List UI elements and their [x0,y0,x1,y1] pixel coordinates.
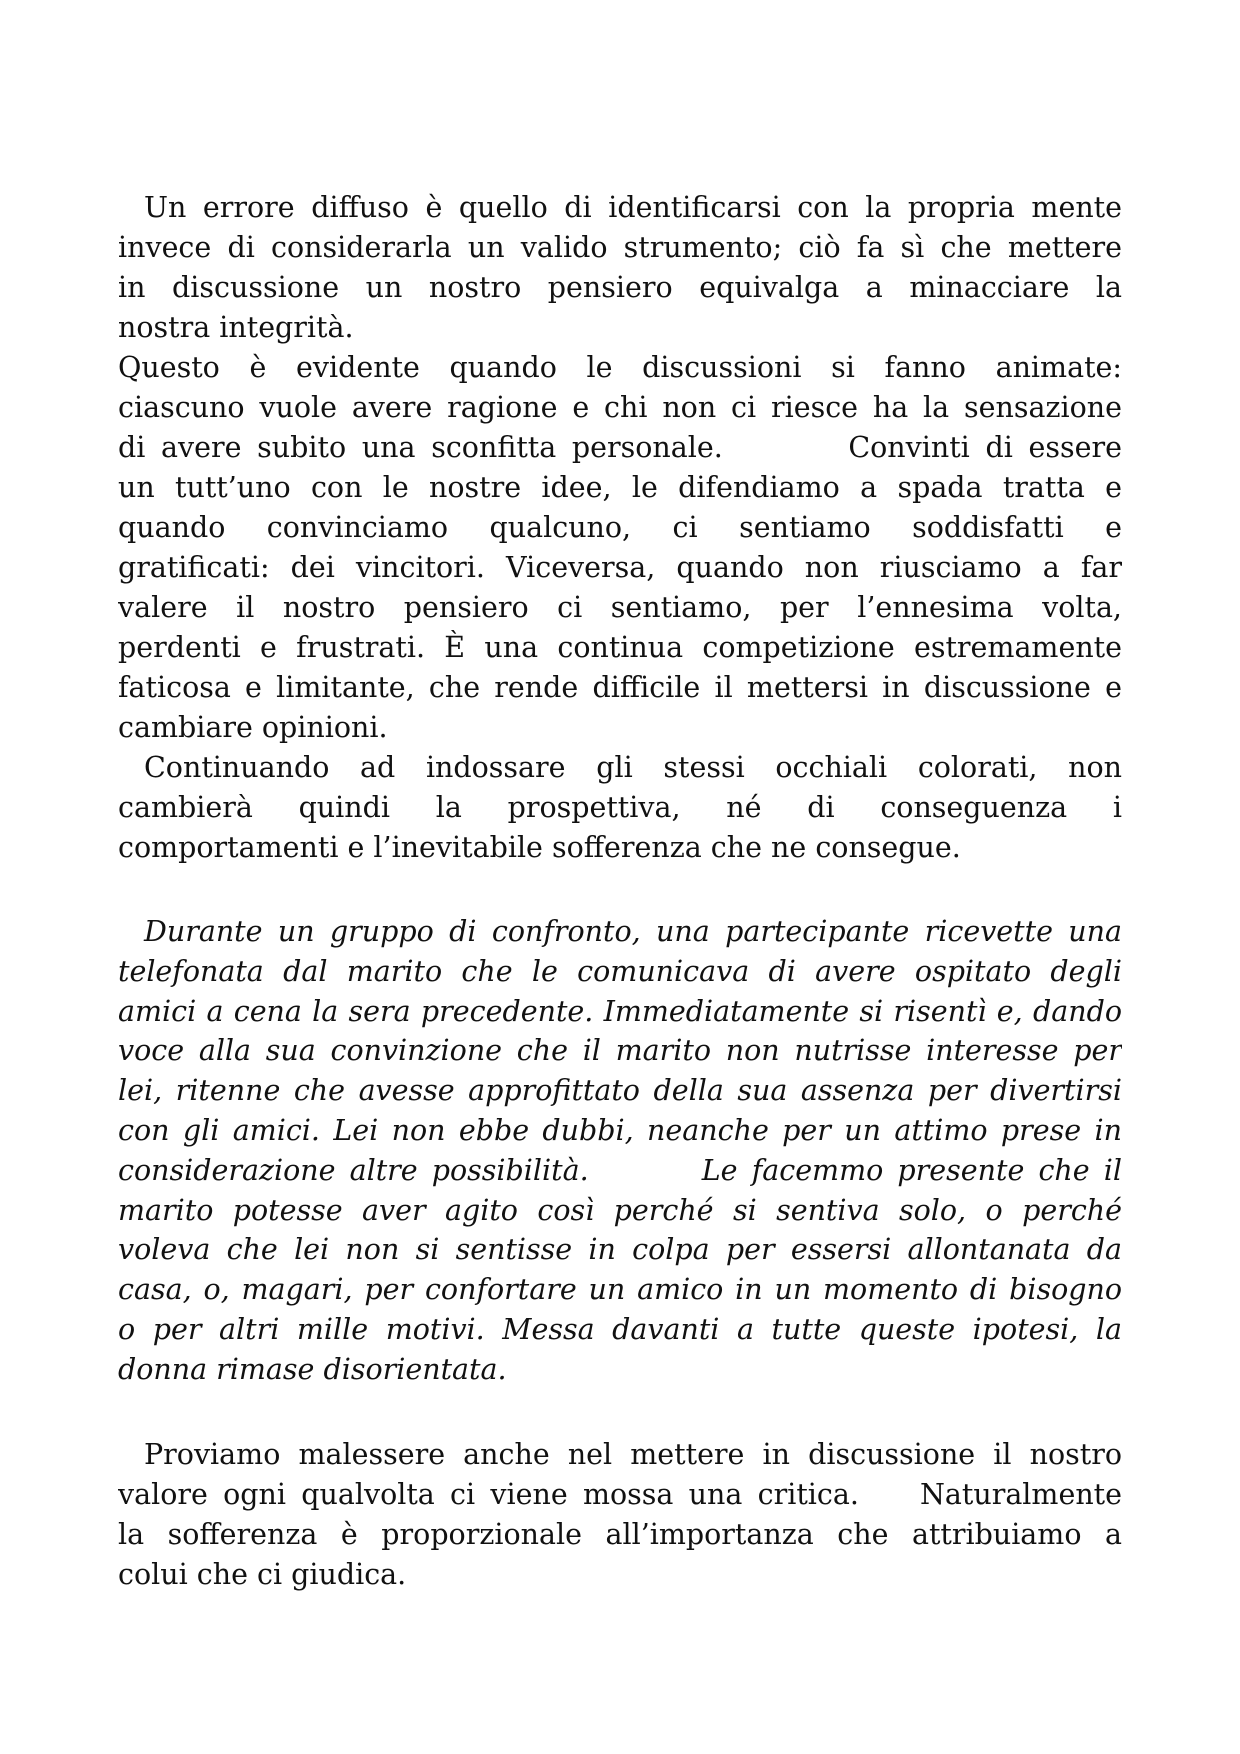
text-line: invece di considerarla un valido strumento; ciò fa sì che mettere [118,231,1122,264]
text-line: voce alla sua convinzione che il marito non nutrisse interesse per [118,1034,1122,1068]
text-line: casa, o, magari, per confortare un amico in un momento di bisogno [118,1273,1122,1307]
paragraph-animated-discussions [118,348,1122,748]
text-line: comportamenti e l’inevitabile sofferenza che ne consegue. [118,831,961,864]
text-line: cambiare opinioni. [118,711,388,744]
text-line: colui che ci giudica. [118,1557,407,1591]
text-line: Questo è evidente quando le discussioni si fanno animate: [118,351,1122,384]
text-line: la sofferenza è proporzionale all’importanza che attribuiamo a [118,1517,1122,1551]
text-line: di avere subito una sconfitta personale. Convinti di essere [118,431,1122,464]
text-line: valere il nostro pensiero ci sentiamo, per l’ennesima volta, [118,591,1122,624]
text-line: Un errore diffuso è quello di identificarsi con la propria mente [144,191,1122,224]
text-line: Proviamo malessere anche nel mettere in discussione il nostro [144,1437,1122,1471]
paragraph-spacer [118,868,1122,912]
text-line: telefonata dal marito che le comunicava di avere ospitato degli [118,954,1122,988]
text-line: Continuando ad indossare gli stessi occhiali colorati, non [144,751,1122,784]
paragraph-identification-with-mind [118,188,1122,348]
text-line: amici a cena la sera precedente. Immediatamente si risentì e, dando [118,994,1122,1028]
text-line: quando convinciamo qualcuno, ci sentiamo soddisfatti e [118,511,1122,544]
text-line: valore ogni qualvolta ci viene mossa una critica. Naturalmente [118,1477,1122,1511]
paragraph-criticism [118,1435,1122,1595]
paragraph-colored-glasses [118,748,1122,868]
paragraph-spacer [118,1390,1122,1435]
text-line: faticosa e limitante, che rende difficile il mettersi in discussione e [118,671,1122,704]
text-line: lei, ritenne che avesse approfittato della sua assenza per divertirsi [118,1074,1122,1108]
text-line: ciascuno vuole avere ragione e chi non ci riesce ha la sensazione [118,391,1122,424]
text-line: un tutt’uno con le nostre idee, le difendiamo a spada tratta e [118,471,1122,504]
text-line: con gli amici. Lei non ebbe dubbi, neanche per un attimo prese in [118,1113,1122,1147]
text-line: considerazione altre possibilità. Le facemmo presente che il [118,1153,1122,1187]
text-line: in discussione un nostro pensiero equivalga a minacciare la [118,271,1122,304]
text-line: voleva che lei non si sentisse in colpa per essersi allontanata da [118,1233,1122,1267]
paragraph-example-phone-call [118,912,1122,1390]
text-line: gratificati: dei vincitori. Viceversa, quando non riusciamo a far [118,551,1122,584]
text-line: o per altri mille motivi. Messa davanti a tutte queste ipotesi, la [118,1312,1122,1346]
text-line: marito potesse aver agito così perché si sentiva solo, o perché [118,1193,1122,1227]
text-line: perdenti e frustrati. È una continua competizione estremamente [118,631,1122,664]
text-line: cambierà quindi la prospettiva, né di conseguenza i [118,791,1122,824]
text-line: Durante un gruppo di confronto, una partecipante ricevette una [144,915,1122,948]
text-line: donna rimase disorientata. [118,1352,507,1386]
document-page [118,188,1122,1595]
text-line: nostra integrità. [118,311,354,344]
